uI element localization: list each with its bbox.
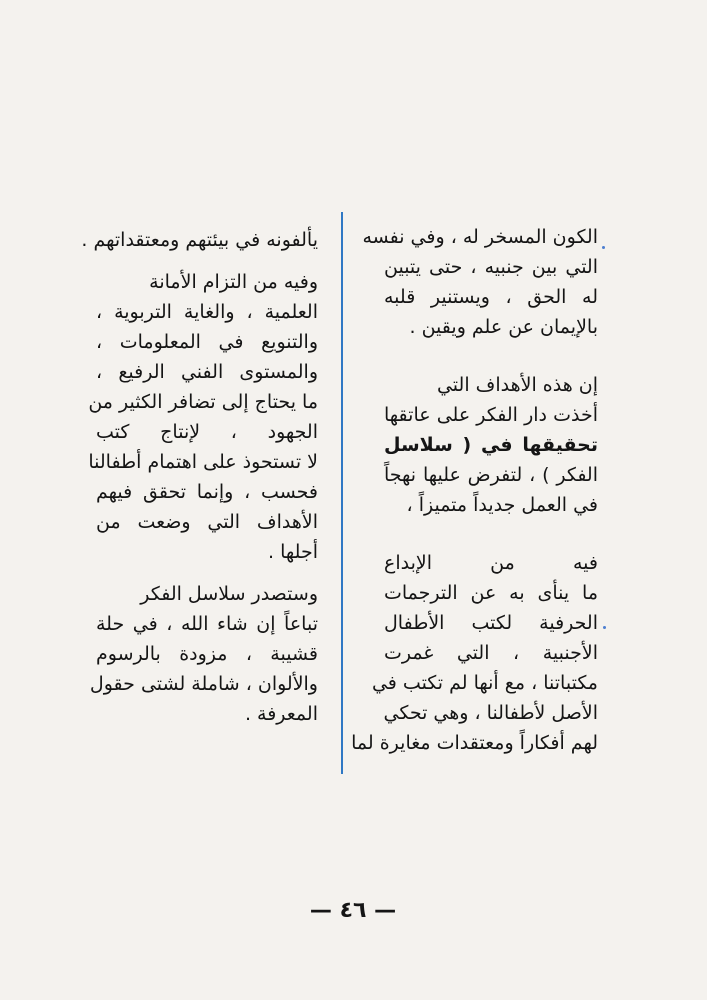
text-line: ما ينأى به عن الترجمات (384, 582, 598, 604)
text-line: في العمل جديداً متميزاً ، (406, 494, 598, 516)
text-line: الأهداف التي وضعت من (96, 511, 318, 533)
text-line: تحقيقها في ( سلاسل (384, 434, 598, 456)
text-line: فحسب ، وإنما تحقق فيهم (96, 481, 318, 503)
right-paragraph-3 (351, 548, 598, 758)
ink-speck (603, 626, 606, 629)
text-line: وستصدر سلاسل الفكر (140, 583, 318, 605)
ink-speck (602, 246, 605, 249)
text-line: والتنويع في المعلومات ، (96, 331, 318, 353)
text-line: والألوان ، شاملة لشتى حقول (89, 673, 318, 695)
text-line: العلمية ، والغاية التربوية ، (96, 301, 318, 323)
text-line: والمستوى الفني الرفيع ، (96, 361, 318, 383)
text-line: الفكر ) ، لتفرض عليها نهجاً (384, 464, 598, 486)
left-paragraph-3 (89, 579, 318, 729)
left-paragraph-1 (81, 225, 318, 255)
text-line: تباعاً إن شاء الله ، في حلة (96, 613, 318, 635)
left-column (81, 225, 318, 729)
text-line: إن هذه الأهداف التي (436, 374, 598, 396)
text-line: فيه من الإبداع (384, 552, 598, 574)
text-line: الأصل لأطفالنا ، وهي تحكي (383, 702, 598, 724)
paragraph-spacer (384, 342, 598, 370)
text-line: ما يحتاج إلى تضافر الكثير من (88, 391, 318, 413)
right-paragraph-2 (384, 370, 598, 520)
left-paragraph-2 (88, 267, 318, 567)
text-line: المعرفة . (244, 703, 318, 725)
text-line: لهم أفكاراً ومعتقدات مغايرة لما (351, 732, 598, 754)
paragraph-spacer (96, 567, 318, 579)
text-line: قشيبة ، مزودة بالرسوم (96, 643, 318, 665)
text-line: وفيه من التزام الأمانة (149, 271, 318, 293)
text-line: أجلها . (268, 541, 318, 563)
text-line: التي بين جنبيه ، حتى يتبين (384, 256, 598, 278)
text-line: مكتباتنا ، مع أنها لم تكتب في (371, 672, 598, 694)
text-line: الكون المسخر له ، وفي نفسه (362, 226, 598, 248)
paragraph-spacer (96, 255, 318, 267)
right-paragraph-1 (362, 222, 598, 342)
text-line: الحرفية لكتب الأطفال (384, 612, 598, 634)
text-line: لا تستحوذ على اهتمام أطفالنا (88, 451, 318, 473)
text-line: له الحق ، ويستنير قلبه (384, 286, 598, 308)
page-number: — ٤٦ — (309, 898, 397, 923)
text-line: بالإيمان عن علم ويقين . (409, 316, 598, 338)
text-line: يألفونه في بيئتهم ومعتقداتهم . (81, 229, 318, 251)
right-column (351, 222, 598, 758)
column-divider (341, 212, 343, 774)
text-line: الأجنبية ، التي غمرت (384, 642, 598, 664)
paragraph-spacer (384, 520, 598, 548)
text-line: الجهود ، لإنتاج كتب (96, 421, 318, 443)
text-line: أخذت دار الفكر على عاتقها (384, 404, 598, 426)
